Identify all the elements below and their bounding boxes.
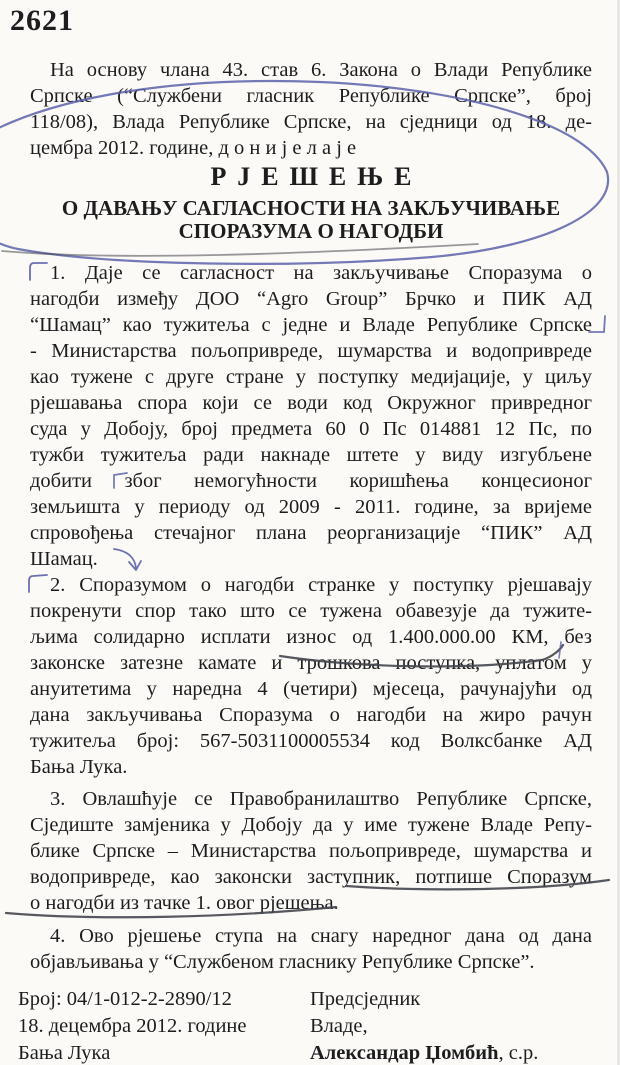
text-line: “Шамац” као тужитеља с једне и Владе Републике Српске xyxy=(30,314,592,336)
paragraph-1 xyxy=(30,260,592,572)
text-line: Сједиште замјеника у Добоју да у име тужене Владе Репу- xyxy=(30,814,592,836)
signatory-role: Предсједник xyxy=(310,988,421,1010)
text-line: СПОРАЗУМА О НАГОДБИ xyxy=(178,219,444,243)
signature-suffix: , с.р. xyxy=(498,1042,539,1064)
text-line: Бања Лука xyxy=(18,1042,111,1064)
paragraph-4 xyxy=(30,923,592,975)
text-line: блике Српске – Министарства пољопривреде, шумарства и xyxy=(30,840,592,862)
text-line: 3. Овлашћује се Правобранилаштво Републике Српске, xyxy=(50,788,592,810)
text-line: 4. Ово рјешење ступа на снагу наредног дана од дана xyxy=(50,925,592,947)
decision-subtitle xyxy=(30,197,592,243)
text-line: ануитетима у наредна 4 (четири) мјесеца, рачунајући од xyxy=(30,678,592,700)
ordinal-number: 2621 xyxy=(10,4,74,37)
text-line: Бања Лука. xyxy=(30,756,128,778)
text-line: На основу члана 43. став 6. Закона о Влади Републике xyxy=(50,59,592,81)
text-line: водопривреде, као законски заступник, потпише Споразум xyxy=(30,866,592,888)
text-line: објављивања у “Службеном гласнику Републике Српске”. xyxy=(30,951,535,973)
text-line: покренути спор тако што се тужена обавезује да тужите- xyxy=(30,600,592,622)
text-line: 18. децембра 2012. године xyxy=(18,1015,247,1037)
decision-title: РЈЕШЕЊЕ xyxy=(210,162,423,191)
text-line: 118/08), Влада Републике Српске, на сједници од 18. де- xyxy=(30,111,592,133)
text-line: спровођења стечајног плана реорганизације “ПИК” АД xyxy=(30,522,592,544)
signatory-name-line xyxy=(310,1040,610,1065)
text-line: - Министарства пољопривреде, шумарства и водопривреде xyxy=(30,340,592,362)
paragraph-3 xyxy=(30,786,592,916)
text-line: земљишта у периоду од 2009 - 2011. године, за вријеме xyxy=(30,496,592,518)
text-line: суда у Добоју, број предмета 60 0 Пс 014881 12 Пс, по xyxy=(30,418,592,440)
document-footer xyxy=(18,986,610,1065)
text-line: 2. Споразумом о нагодби странке у поступку рјешавају xyxy=(50,574,592,596)
text-line: Шамац. xyxy=(30,548,98,570)
text-line: законске затезне камате и трошкова поступка, уплатом у xyxy=(30,652,592,674)
text-line: тужби тужитеља ради накнаде штете у виду изгубљене xyxy=(30,444,592,466)
text-line: 1. Даје се сагласност на закључивање Споразума о xyxy=(50,262,592,284)
signatory-role-2: Владе, xyxy=(310,1015,368,1037)
text-line: о нагодби из тачке 1. овог рјешења. xyxy=(30,892,339,914)
text-line: тужитеља број: 567-5031100005534 код Волксбанке АД xyxy=(30,730,592,752)
text-line: добити због немогућности коришћења концесионог xyxy=(30,470,592,492)
text-line: Број: 04/1-012-2-2890/12 xyxy=(18,988,232,1010)
text-line: О ДАВАЊУ САГЛАСНОСТИ НА ЗАКЉУЧИВАЊЕ xyxy=(61,196,561,220)
text-line: Српске (“Службени гласник Републике Српске”, број xyxy=(30,85,592,107)
paragraph-2 xyxy=(30,572,592,780)
text-line: љима солидарно исплати износ од 1.400.000.00 КМ, без xyxy=(30,626,592,648)
intro-paragraph xyxy=(30,57,592,161)
text-line: нагодби између ДОО “Agro Group” Брчко и ПИК АД xyxy=(30,288,592,310)
document-body xyxy=(30,57,592,975)
text-line: цембра 2012. године, д о н и ј е л а ј е xyxy=(30,137,357,159)
text-line: рјешавања спора који се води код Окружног привредног xyxy=(30,392,592,414)
text-line: дана закључивања Споразума о нагодби на жиро рачун xyxy=(30,704,592,726)
text-line: као тужене с друге стране у поступку медијације, у циљу xyxy=(30,366,592,388)
signature-block xyxy=(310,986,610,1065)
signatory-name: Александар Џомбић xyxy=(310,1042,499,1064)
document-reference-block xyxy=(18,986,247,1065)
